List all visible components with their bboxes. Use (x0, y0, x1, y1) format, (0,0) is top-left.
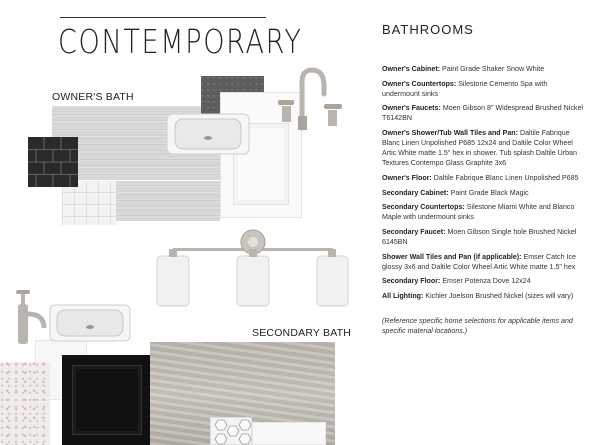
owners-bath-label: OWNER'S BATH (52, 91, 134, 103)
catch-ice-tile-swatch (252, 422, 326, 445)
spec-all-lighting: All Lighting: Kichler Joelson Brushed Nickel (sizes will vary) (382, 292, 574, 301)
vanity-light-fixture-icon (155, 228, 350, 310)
spec-secondary-faucet: Secondary Faucet: Moen Gibson Single hole Brushed Nickel 6145BN (382, 227, 577, 247)
linen-floor-swatch (116, 181, 220, 221)
secondary-bath-label: SECONDARY BATH (252, 327, 352, 339)
undermount-sink-icon (165, 110, 251, 158)
spec-secondary-cabinet: Secondary Cabinet: Paint Grade Black Magic (382, 188, 529, 197)
spec-owners-shower-tiles: Owner's Shower/Tub Wall Tiles and Pan: Daltile Fabrique Blanc Linen Unpolished P685 12x24 and Daltile Color Wheel Artic White matte 1.5" hex in shower. Tub splash Daltile Urban Textures Contempo Glass Graphite 3x6 (382, 129, 577, 168)
spec-secondary-countertops: Secondary Countertops: Silestone Miami White and Blanco Maple with undermount sinks (382, 203, 575, 222)
spec-owners-faucets: Owner's Faucets: Moen Gibson 8" Widespread Brushed Nickel T6142BN (382, 104, 583, 123)
spec-owners-countertops: Owner's Countertops: Silestone Cemento Spa with undermount sinks (382, 79, 548, 98)
black-shaker-panel (72, 365, 142, 435)
hex-pattern (211, 418, 253, 445)
single-hole-faucet-icon (10, 288, 50, 348)
spec-shower-wall-tiles: Shower Wall Tiles and Pan (if applicable): Emser Catch Ice glossy 3x6 and Daltile Color Wheel Artic White matte 1.5" hex (382, 252, 576, 271)
widespread-faucet-icon (272, 64, 352, 134)
bathrooms-heading: BATHROOMS (382, 22, 474, 37)
miami-white-countertop-swatch (0, 362, 50, 445)
title-rule (60, 17, 266, 18)
black-magic-cabinet-door (62, 355, 152, 445)
spec-secondary-floor: Secondary Floor: Emser Potenza Dove 12x24 (382, 277, 531, 286)
hex-mosaic-swatch (210, 417, 252, 445)
graphite-subway-swatch (28, 137, 78, 187)
secondary-sink-icon (48, 303, 132, 343)
spec-owners-cabinet: Owner's Cabinet: Paint Grade Shaker Snow White (382, 65, 545, 73)
spec-owners-floor: Owner's Floor: Daltile Fabrique Blanc Linen Unpolished P685 (382, 173, 579, 182)
hex-white-tile-swatch (62, 181, 116, 225)
page-title: CONTEMPORARY (58, 22, 303, 61)
spec-list (382, 64, 587, 306)
reference-note: (Reference specific home selections for applicable items and specific material locations.) (382, 317, 573, 336)
subway-grid (28, 137, 78, 187)
